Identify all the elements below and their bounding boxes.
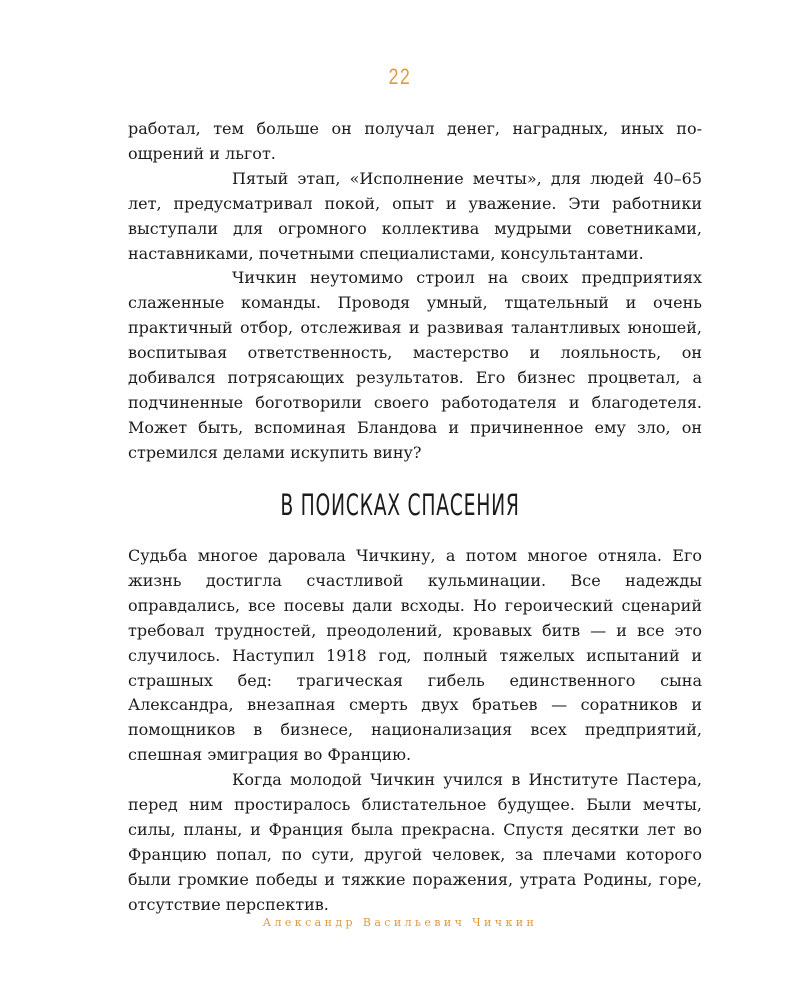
running-footer: Александр Васильевич Чичкин [262,916,538,929]
paragraph: Чичкин неутомимо строил на своих предприятиях слаженные команды. Проводя умный, тщательный и очень практичный отбор, отслеживая и развивая талантливых юношей, воспитывая ответственность, мастерство и лояльность, он добивался потрясающих результатов. Его бизнес процветал, а подчиненные боготворили своего работодателя и благодетеля. Может быть, вспоминая Бландова и причиненное ему зло, он стремился делами искупить вину? [128,268,702,462]
page-number: 22 [388,64,412,89]
body-text-section [128,544,702,918]
paragraph: Судьба многое даровала Чичкину, а потом многое отняла. Его жизнь достигла счастливой кульминации. Все надежды оправдались, все посевы дали всходы. Но героический сценарий требовал трудностей, преодолений, кровавых битв — и все это случилось. Наступил 1918 год, полный тяжелых испытаний и страшных бед: трагическая гибель единственного сына Александра, внезапная смерть двух братьев — соратников и помощников в бизнесе, национализация всех предприятий, спешная эмиграция во Францию. [128,546,702,765]
paragraph: Пятый этап, «Исполнение мечты», для людей 40–65 лет, предусматривал покой, опыт и уважение. Эти работники выступали для огромного коллектива мудрыми советниками, наставниками, почетными специалистами, консультантами. [128,168,702,263]
paragraph: Когда молодой Чичкин учился в Институте Пастера, перед ним простиралось блистательное будущее. Были мечты, силы, планы, и Франция была прекрасна. Спустя десятки лет во Францию попал, по сути, другой человек, за плечами которого были громкие победы и тяжкие поражения, утрата Родины, горе, отсутствие перспектив. [128,770,702,914]
paragraph: работал, тем больше он получал денег, наградных, иных поощрений и льгот. [128,119,702,163]
section-heading: В ПОИСКАХ СПАСЕНИЯ [280,488,520,522]
body-text-top [128,117,702,466]
